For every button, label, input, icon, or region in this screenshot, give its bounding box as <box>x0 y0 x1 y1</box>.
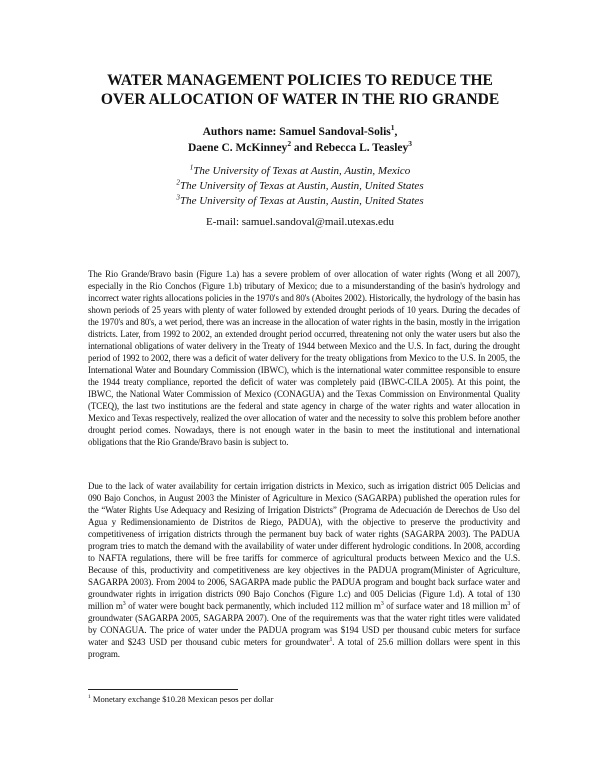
footnote <box>88 694 520 705</box>
contact-email: E-mail: samuel.sandoval@mail.utexas.edu <box>206 216 394 228</box>
affiliation-2 <box>40 179 560 194</box>
footnote-reference-1: 1 <box>329 637 333 643</box>
author-3-name: and Rebecca L. Teasley <box>291 142 409 154</box>
author-prefix: Authors name: Samuel Sandoval-Solis <box>202 126 391 138</box>
footnote-number: 1 <box>88 694 91 701</box>
author-list <box>40 124 560 156</box>
footnote-divider <box>88 689 238 690</box>
affiliation-2-text: The University of Texas at Austin, Austin, United States <box>179 180 424 192</box>
affiliations <box>40 164 560 209</box>
affiliation-3 <box>40 194 560 209</box>
author-3-superscript: 3 <box>408 139 413 149</box>
affiliation-3-text: The University of Texas at Austin, Austin, United States <box>179 195 424 207</box>
author-1-superscript: 1 <box>390 123 395 133</box>
title-line-1: WATER MANAGEMENT POLICIES TO REDUCE THE <box>107 72 493 89</box>
paragraph-2-text-d: of groundwater (SAGARPA 2005, SAGARPA 2007). One of the requirements was that the water right titles were validated by CONAGUA. The price of water under the PADUA program was $194 USD per thousand cubic meters for surface water and $243 USD per thousand cubic meters for groundwater <box>88 601 520 647</box>
cubic-superscript-1: 3 <box>122 601 126 607</box>
author-2-name: Daene C. McKinney <box>187 142 288 154</box>
author-2-superscript: 2 <box>287 139 292 149</box>
affiliation-1-text: The University of Texas at Austin, Austin, Mexico <box>193 165 411 177</box>
paragraph-2-text-e: . A total of 25.6 million dollars were spent in this program. <box>88 637 520 659</box>
affiliation-3-number: 3 <box>176 193 180 202</box>
paper-title <box>40 71 560 109</box>
affiliation-2-number: 2 <box>176 178 180 187</box>
paragraph-2-text-b: of water were bought back permanently, which included 112 million m <box>125 601 381 611</box>
author-line-2 <box>40 140 560 156</box>
cubic-superscript-3: 3 <box>507 601 511 607</box>
body-paragraph-1: The Rio Grande/Bravo basin (Figure 1.a) has a severe problem of over allocation of water rights (Wong et all 2007), especially in the Rio Conchos (Figure 1.b) tributary of Mexico; due to a misunderstanding of the basin's hydrology and incorrect water rights allocations policies in the 1970's and 80's (Aboites 2002). Historically, the hydrology of the basin has shown periods of 25 years with plenty of water followed by extended drought periods of 10 years. During the decades of the 1970's and 80's, a wet period, there was an increase in the allocation of water rights in the basin, mostly in the irrigation districts. Later, from 1992 to 2002, an extended drought period occurred, threatening not only the water users but also the international obligations of water delivery in the Treaty of 1944 between Mexico and the U.S. In fact, during the drought period of 1992 to 2002, there was a deficit of water delivery for the treaty obligations from Mexico to the U.S. In 2005, the International Water and Boundary Commission (IBWC), which is the international water committee responsible to ensure the 1944 treaty compliance, reported the deficit of water was completely paid (IBWC-CILA 2005). At this point, the IBWC, the National Water Commission of Mexico (CONAGUA) and the Texas Commission on Environmental Quality (TCEQ), the last two institutions are the federal and state agency in charge of the water rights and water allocation in Mexico and Texas respectively, realized the over allocation of water and the necessity to solve this problem before another drought period comes. Nowadays, there is not enough water in the basin to meet the institutional and international obligations that the Rio Grande/Bravo basin is subject to. <box>88 269 520 447</box>
footnote-text: Monetary exchange $10.28 Mexican pesos per dollar <box>90 694 274 704</box>
author-line-1 <box>40 124 560 140</box>
author-separator: , <box>394 126 398 138</box>
paragraph-2-text-a: Due to the lack of water availability for certain irrigation districts in Mexico, such as irrigation district 005 Delicias and 090 Bajo Conchos, in August 2003 the Minister of Agriculture in Mexico (SAGARPA) published the operation rules for the “Water Rights Use Adequacy and Resizing of Irrigation Districts” (Programa de Adecuación de Derechos de Uso del Agua y Redimensionamiento de Distritos de Riego, PADUA), with the objective to preserve the productivity and competitiveness of irrigation districts through the permanent buy back of water rights (SAGARPA 2003). The PADUA program tries to match the demand with the availability of water under different hydrologic conditions. In 2008, according to NAFTA regulations, there will be free tariffs for commerce of agricultural products between Mexico and the U.S. Because of this, productivity and competitiveness are key objectives in the PADUA program(Minister of Agriculture, SAGARPA 2003). From 2004 to 2006, SAGARPA made public the PADUA program and bought back surface water and groundwater rights in irrigation districts 090 Bajo Conchos (Figure 1.c) and 005 Delicias (Figure 1.d). A total of 130 million m <box>88 481 520 611</box>
paragraph-2-text-c: of surface water and 18 million m <box>383 601 508 611</box>
cubic-superscript-2: 3 <box>380 601 384 607</box>
body-paragraph-2 <box>88 480 520 660</box>
affiliation-1-number: 1 <box>189 163 194 172</box>
affiliation-1 <box>40 164 560 179</box>
title-line-2: OVER ALLOCATION OF WATER IN THE RIO GRANDE <box>100 91 500 108</box>
